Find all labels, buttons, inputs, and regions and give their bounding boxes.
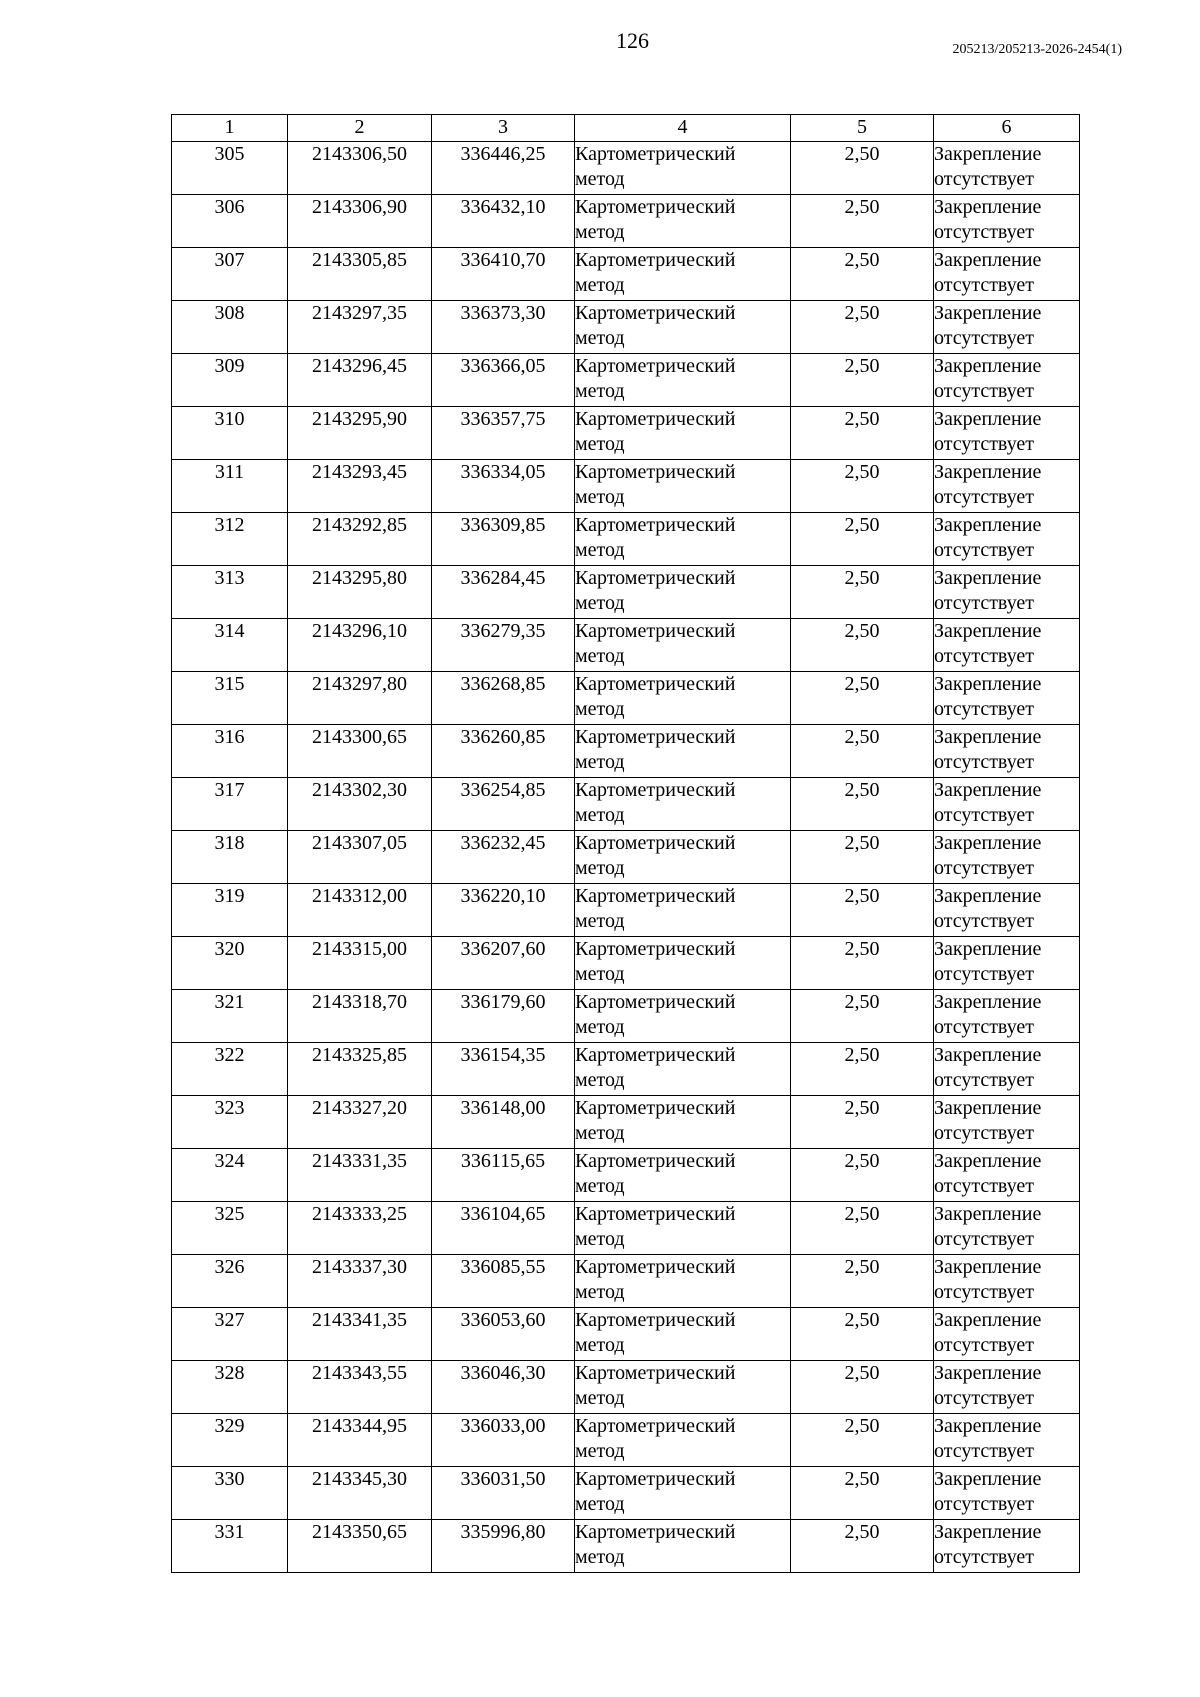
- table-row: [172, 725, 1080, 778]
- accuracy-cell: 2,50: [791, 195, 934, 248]
- x-coordinate-cell: 2143315,00: [288, 937, 432, 990]
- accuracy-cell: 2,50: [791, 354, 934, 407]
- fixing-cell: Закрепление отсутствует: [934, 301, 1080, 354]
- table-row: [172, 301, 1080, 354]
- y-coordinate-cell: 336232,45: [432, 831, 575, 884]
- method-cell: Картометрический метод: [575, 195, 791, 248]
- x-coordinate-cell: 2143327,20: [288, 1096, 432, 1149]
- fixing-cell: Закрепление отсутствует: [934, 1149, 1080, 1202]
- accuracy-cell: 2,50: [791, 1043, 934, 1096]
- x-coordinate-cell: 2143307,05: [288, 831, 432, 884]
- y-coordinate-cell: 336260,85: [432, 725, 575, 778]
- method-cell: Картометрический метод: [575, 1255, 791, 1308]
- x-coordinate-cell: 2143306,90: [288, 195, 432, 248]
- x-coordinate-cell: 2143343,55: [288, 1361, 432, 1414]
- y-coordinate-cell: 336357,75: [432, 407, 575, 460]
- fixing-cell: Закрепление отсутствует: [934, 937, 1080, 990]
- method-cell: Картометрический метод: [575, 1096, 791, 1149]
- fixing-cell: Закрепление отсутствует: [934, 884, 1080, 937]
- fixing-cell: Закрепление отсутствует: [934, 1043, 1080, 1096]
- table-row: [172, 1361, 1080, 1414]
- column-header: 1: [172, 115, 288, 142]
- table-row: [172, 672, 1080, 725]
- accuracy-cell: 2,50: [791, 1467, 934, 1520]
- y-coordinate-cell: 335996,80: [432, 1520, 575, 1573]
- point-number-cell: 321: [172, 990, 288, 1043]
- y-coordinate-cell: 336373,30: [432, 301, 575, 354]
- point-number-cell: 323: [172, 1096, 288, 1149]
- point-number-cell: 316: [172, 725, 288, 778]
- table-row: [172, 990, 1080, 1043]
- fixing-cell: Закрепление отсутствует: [934, 990, 1080, 1043]
- method-cell: Картометрический метод: [575, 725, 791, 778]
- accuracy-cell: 2,50: [791, 301, 934, 354]
- point-number-cell: 312: [172, 513, 288, 566]
- y-coordinate-cell: 336033,00: [432, 1414, 575, 1467]
- accuracy-cell: 2,50: [791, 1308, 934, 1361]
- y-coordinate-cell: 336334,05: [432, 460, 575, 513]
- table-row: [172, 778, 1080, 831]
- method-cell: Картометрический метод: [575, 460, 791, 513]
- x-coordinate-cell: 2143292,85: [288, 513, 432, 566]
- method-cell: Картометрический метод: [575, 248, 791, 301]
- accuracy-cell: 2,50: [791, 672, 934, 725]
- method-cell: Картометрический метод: [575, 619, 791, 672]
- method-cell: Картометрический метод: [575, 1202, 791, 1255]
- method-cell: Картометрический метод: [575, 513, 791, 566]
- table-row: [172, 354, 1080, 407]
- y-coordinate-cell: 336115,65: [432, 1149, 575, 1202]
- coordinates-table: [171, 114, 1080, 1573]
- accuracy-cell: 2,50: [791, 1096, 934, 1149]
- y-coordinate-cell: 336309,85: [432, 513, 575, 566]
- point-number-cell: 319: [172, 884, 288, 937]
- table-row: [172, 1096, 1080, 1149]
- fixing-cell: Закрепление отсутствует: [934, 195, 1080, 248]
- method-cell: Картометрический метод: [575, 1414, 791, 1467]
- x-coordinate-cell: 2143293,45: [288, 460, 432, 513]
- method-cell: Картометрический метод: [575, 354, 791, 407]
- column-header: 3: [432, 115, 575, 142]
- accuracy-cell: 2,50: [791, 884, 934, 937]
- table-header-row: [172, 115, 1080, 142]
- x-coordinate-cell: 2143325,85: [288, 1043, 432, 1096]
- y-coordinate-cell: 336154,35: [432, 1043, 575, 1096]
- x-coordinate-cell: 2143295,90: [288, 407, 432, 460]
- accuracy-cell: 2,50: [791, 1255, 934, 1308]
- point-number-cell: 326: [172, 1255, 288, 1308]
- x-coordinate-cell: 2143295,80: [288, 566, 432, 619]
- point-number-cell: 327: [172, 1308, 288, 1361]
- x-coordinate-cell: 2143318,70: [288, 990, 432, 1043]
- method-cell: Картометрический метод: [575, 672, 791, 725]
- method-cell: Картометрический метод: [575, 1043, 791, 1096]
- x-coordinate-cell: 2143300,65: [288, 725, 432, 778]
- table-row: [172, 1520, 1080, 1573]
- table-body: [172, 142, 1080, 1573]
- method-cell: Картометрический метод: [575, 1308, 791, 1361]
- fixing-cell: Закрепление отсутствует: [934, 831, 1080, 884]
- accuracy-cell: 2,50: [791, 248, 934, 301]
- method-cell: Картометрический метод: [575, 937, 791, 990]
- x-coordinate-cell: 2143306,50: [288, 142, 432, 195]
- x-coordinate-cell: 2143331,35: [288, 1149, 432, 1202]
- method-cell: Картометрический метод: [575, 1149, 791, 1202]
- method-cell: Картометрический метод: [575, 566, 791, 619]
- y-coordinate-cell: 336284,45: [432, 566, 575, 619]
- table-row: [172, 884, 1080, 937]
- point-number-cell: 325: [172, 1202, 288, 1255]
- x-coordinate-cell: 2143297,35: [288, 301, 432, 354]
- table-row: [172, 1202, 1080, 1255]
- table-row: [172, 407, 1080, 460]
- point-number-cell: 311: [172, 460, 288, 513]
- table-row: [172, 831, 1080, 884]
- accuracy-cell: 2,50: [791, 725, 934, 778]
- accuracy-cell: 2,50: [791, 619, 934, 672]
- accuracy-cell: 2,50: [791, 831, 934, 884]
- point-number-cell: 331: [172, 1520, 288, 1573]
- x-coordinate-cell: 2143350,65: [288, 1520, 432, 1573]
- fixing-cell: Закрепление отсутствует: [934, 566, 1080, 619]
- fixing-cell: Закрепление отсутствует: [934, 513, 1080, 566]
- y-coordinate-cell: 336220,10: [432, 884, 575, 937]
- y-coordinate-cell: 336254,85: [432, 778, 575, 831]
- point-number-cell: 320: [172, 937, 288, 990]
- method-cell: Картометрический метод: [575, 142, 791, 195]
- table-row: [172, 1149, 1080, 1202]
- table-row: [172, 937, 1080, 990]
- accuracy-cell: 2,50: [791, 1202, 934, 1255]
- y-coordinate-cell: 336053,60: [432, 1308, 575, 1361]
- accuracy-cell: 2,50: [791, 460, 934, 513]
- y-coordinate-cell: 336148,00: [432, 1096, 575, 1149]
- fixing-cell: Закрепление отсутствует: [934, 672, 1080, 725]
- table-row: [172, 460, 1080, 513]
- fixing-cell: Закрепление отсутствует: [934, 354, 1080, 407]
- method-cell: Картометрический метод: [575, 1520, 791, 1573]
- y-coordinate-cell: 336179,60: [432, 990, 575, 1043]
- accuracy-cell: 2,50: [791, 566, 934, 619]
- fixing-cell: Закрепление отсутствует: [934, 1520, 1080, 1573]
- column-header: 2: [288, 115, 432, 142]
- y-coordinate-cell: 336046,30: [432, 1361, 575, 1414]
- x-coordinate-cell: 2143344,95: [288, 1414, 432, 1467]
- accuracy-cell: 2,50: [791, 407, 934, 460]
- point-number-cell: 324: [172, 1149, 288, 1202]
- point-number-cell: 329: [172, 1414, 288, 1467]
- point-number-cell: 309: [172, 354, 288, 407]
- point-number-cell: 310: [172, 407, 288, 460]
- table-row: [172, 1414, 1080, 1467]
- y-coordinate-cell: 336031,50: [432, 1467, 575, 1520]
- fixing-cell: Закрепление отсутствует: [934, 1467, 1080, 1520]
- table-row: [172, 513, 1080, 566]
- point-number-cell: 322: [172, 1043, 288, 1096]
- method-cell: Картометрический метод: [575, 1467, 791, 1520]
- accuracy-cell: 2,50: [791, 513, 934, 566]
- table-row: [172, 1255, 1080, 1308]
- column-header: 4: [575, 115, 791, 142]
- y-coordinate-cell: 336410,70: [432, 248, 575, 301]
- fixing-cell: Закрепление отсутствует: [934, 1255, 1080, 1308]
- method-cell: Картометрический метод: [575, 831, 791, 884]
- column-header: 5: [791, 115, 934, 142]
- fixing-cell: Закрепление отсутствует: [934, 778, 1080, 831]
- y-coordinate-cell: 336366,05: [432, 354, 575, 407]
- point-number-cell: 313: [172, 566, 288, 619]
- table-row: [172, 566, 1080, 619]
- fixing-cell: Закрепление отсутствует: [934, 725, 1080, 778]
- x-coordinate-cell: 2143296,10: [288, 619, 432, 672]
- fixing-cell: Закрепление отсутствует: [934, 1202, 1080, 1255]
- page-number: 126: [616, 28, 649, 53]
- y-coordinate-cell: 336207,60: [432, 937, 575, 990]
- fixing-cell: Закрепление отсутствует: [934, 1308, 1080, 1361]
- point-number-cell: 328: [172, 1361, 288, 1414]
- accuracy-cell: 2,50: [791, 937, 934, 990]
- fixing-cell: Закрепление отсутствует: [934, 460, 1080, 513]
- x-coordinate-cell: 2143345,30: [288, 1467, 432, 1520]
- x-coordinate-cell: 2143297,80: [288, 672, 432, 725]
- y-coordinate-cell: 336279,35: [432, 619, 575, 672]
- accuracy-cell: 2,50: [791, 1149, 934, 1202]
- table-row: [172, 1308, 1080, 1361]
- x-coordinate-cell: 2143333,25: [288, 1202, 432, 1255]
- method-cell: Картометрический метод: [575, 884, 791, 937]
- accuracy-cell: 2,50: [791, 1520, 934, 1573]
- y-coordinate-cell: 336432,10: [432, 195, 575, 248]
- table-row: [172, 248, 1080, 301]
- table-row: [172, 619, 1080, 672]
- method-cell: Картометрический метод: [575, 301, 791, 354]
- method-cell: Картометрический метод: [575, 407, 791, 460]
- x-coordinate-cell: 2143305,85: [288, 248, 432, 301]
- point-number-cell: 330: [172, 1467, 288, 1520]
- point-number-cell: 305: [172, 142, 288, 195]
- point-number-cell: 308: [172, 301, 288, 354]
- point-number-cell: 314: [172, 619, 288, 672]
- fixing-cell: Закрепление отсутствует: [934, 142, 1080, 195]
- point-number-cell: 315: [172, 672, 288, 725]
- table-row: [172, 1043, 1080, 1096]
- accuracy-cell: 2,50: [791, 990, 934, 1043]
- method-cell: Картометрический метод: [575, 990, 791, 1043]
- fixing-cell: Закрепление отсутствует: [934, 1361, 1080, 1414]
- x-coordinate-cell: 2143341,35: [288, 1308, 432, 1361]
- y-coordinate-cell: 336268,85: [432, 672, 575, 725]
- y-coordinate-cell: 336104,65: [432, 1202, 575, 1255]
- point-number-cell: 306: [172, 195, 288, 248]
- point-number-cell: 318: [172, 831, 288, 884]
- accuracy-cell: 2,50: [791, 142, 934, 195]
- y-coordinate-cell: 336446,25: [432, 142, 575, 195]
- y-coordinate-cell: 336085,55: [432, 1255, 575, 1308]
- point-number-cell: 307: [172, 248, 288, 301]
- fixing-cell: Закрепление отсутствует: [934, 1414, 1080, 1467]
- method-cell: Картометрический метод: [575, 778, 791, 831]
- fixing-cell: Закрепление отсутствует: [934, 248, 1080, 301]
- table-row: [172, 1467, 1080, 1520]
- x-coordinate-cell: 2143337,30: [288, 1255, 432, 1308]
- column-header: 6: [934, 115, 1080, 142]
- point-number-cell: 317: [172, 778, 288, 831]
- document-id: 205213/205213-2026-2454(1): [952, 42, 1122, 57]
- accuracy-cell: 2,50: [791, 778, 934, 831]
- fixing-cell: Закрепление отсутствует: [934, 1096, 1080, 1149]
- accuracy-cell: 2,50: [791, 1414, 934, 1467]
- table-row: [172, 142, 1080, 195]
- table-row: [172, 195, 1080, 248]
- method-cell: Картометрический метод: [575, 1361, 791, 1414]
- fixing-cell: Закрепление отсутствует: [934, 619, 1080, 672]
- fixing-cell: Закрепление отсутствует: [934, 407, 1080, 460]
- x-coordinate-cell: 2143296,45: [288, 354, 432, 407]
- accuracy-cell: 2,50: [791, 1361, 934, 1414]
- x-coordinate-cell: 2143302,30: [288, 778, 432, 831]
- x-coordinate-cell: 2143312,00: [288, 884, 432, 937]
